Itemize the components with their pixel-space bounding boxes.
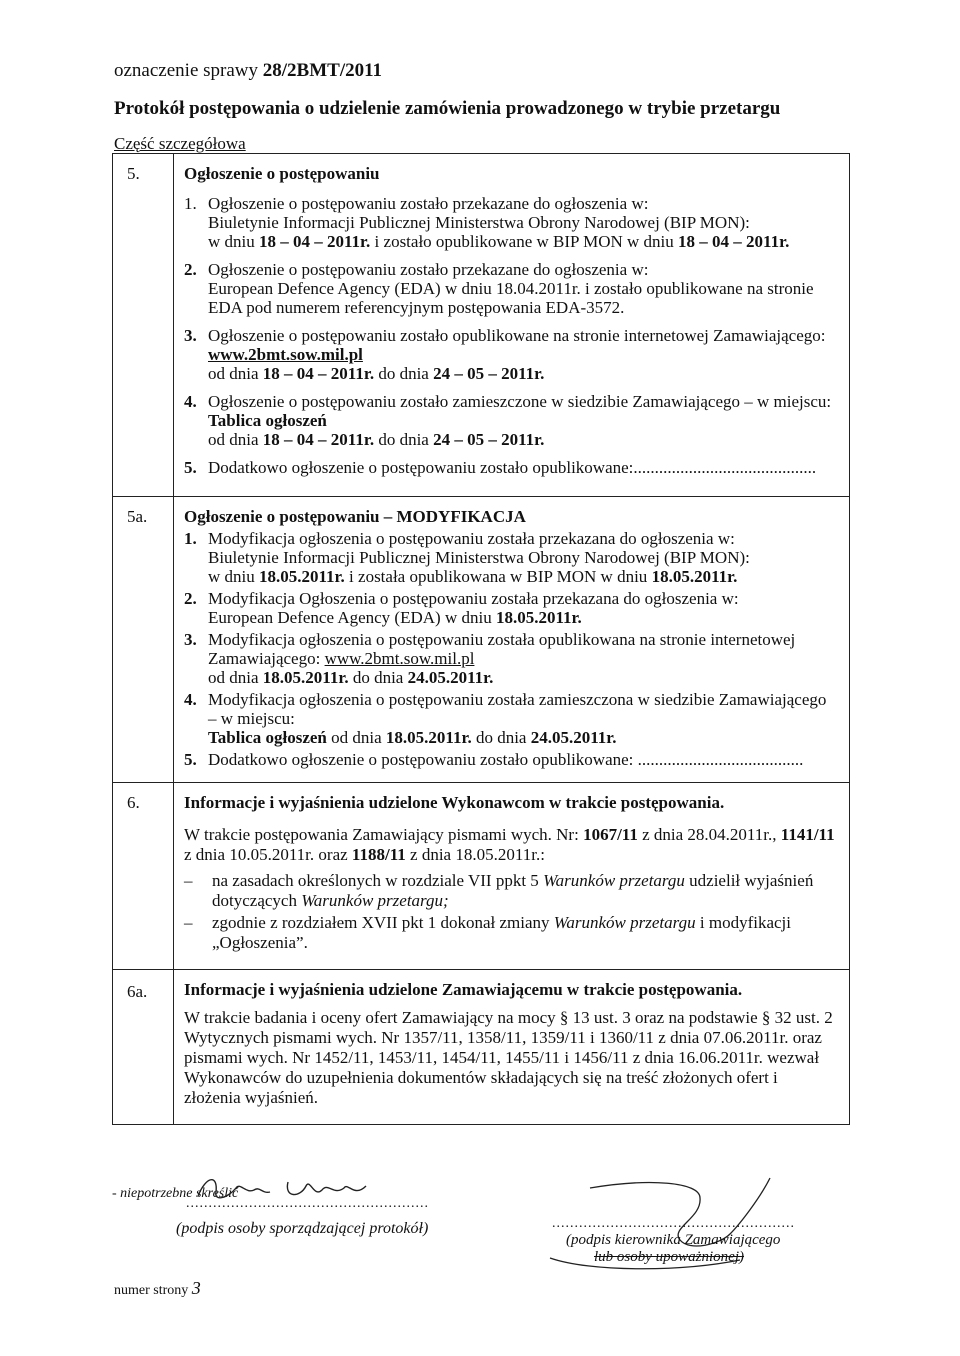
item-text: Modyfikacja ogłoszenia o postępowaniu została przekazana do ogłoszenia w: <box>208 529 735 548</box>
letter-number: 1067/11 <box>583 825 638 844</box>
date: 18.05.2011r. <box>262 668 349 687</box>
item-text: w dniu <box>208 567 259 586</box>
text: lub osoby upoważnionej) <box>594 1249 744 1265</box>
dash: – <box>184 913 193 932</box>
text: z dnia 18.05.2011r.: <box>405 845 545 864</box>
part-title: Część szczegółowa <box>114 134 246 153</box>
section-5a-row <box>113 497 850 783</box>
item-text: Biuletynie Informacji Publicznej Ministerstwa Obrony Narodowej (BIP MON): <box>208 213 750 232</box>
page-number-value: 3 <box>191 1278 201 1298</box>
dash: – <box>184 871 193 890</box>
text: Warunków przetargu <box>543 871 685 890</box>
date: 18.05.2011r. <box>259 567 345 586</box>
list-item <box>184 392 837 449</box>
text: z dnia 10.05.2011r. oraz <box>184 845 352 864</box>
text: Warunków przetargu <box>553 913 696 932</box>
item-text: Ogłoszenie o postępowaniu zostało zamieszczone w siedzibie Zamawiającego – w miejscu: <box>208 392 832 411</box>
signature-label-left: (podpis osoby sporządzającej protokół) <box>176 1220 429 1237</box>
item-text: do dnia <box>348 668 408 687</box>
item-number: 5. <box>184 750 197 769</box>
date: 24 – 05 – 2011r. <box>433 364 545 383</box>
protocol-title: Protokół postępowania o udzielenie zamówienia prowadzonego w trybie przetargu <box>114 98 781 119</box>
list-item <box>184 529 837 586</box>
website-link[interactable]: www.2bmt.sow.mil.pl <box>208 345 363 364</box>
item-number: 2. <box>184 260 197 279</box>
item-text: Ogłoszenie o postępowaniu zostało opublikowane na stronie internetowej Zamawiającego: <box>208 326 826 345</box>
text: i modyfikacji „Ogłoszenia”. <box>212 913 791 952</box>
section-number: 5a. <box>113 497 174 783</box>
text: Warunków przetargu; <box>301 891 449 910</box>
date: 18.05.2011r. <box>651 567 738 586</box>
list-item <box>184 194 837 251</box>
list-item <box>184 589 837 627</box>
item-number: 1. <box>184 194 197 213</box>
paragraph: W trakcie badania i oceny ofert Zamawiający na mocy § 13 ust. 3 oraz na podstawie § 32 ust. 2 Wytycznych pismami wych. Nr 1357/11, 1358/11, 1359/11 i 1360/11 z dnia 07.06.2011r. oraz pismami wych. Nr 1452/11, 1453/11, 1454/11, 1455/11 i 1456/11 z dnia 16.06.2011r. wezwał Wykonawców do uzupełnienia dokumentów składających się na treść złożonych ofert i złożenia wyjaśnień. <box>184 1008 833 1107</box>
item-text: European Defence Agency (EDA) w dniu 18.04.2011r. i zostało opublikowane na stronie EDA pod numerem referencyjnym postępowania EDA-3572. <box>208 279 814 317</box>
item-number: 4. <box>184 690 197 709</box>
signature-line-left: ...................................................... <box>186 1196 429 1211</box>
item-number: 4. <box>184 392 197 411</box>
paragraph <box>184 825 837 865</box>
date: 18 – 04 – 2011r. <box>262 364 375 383</box>
date: 24.05.2011r. <box>407 668 494 687</box>
date: 24.05.2011r. <box>530 728 617 747</box>
item-number: 5. <box>184 458 197 477</box>
item-text: do dnia <box>374 430 434 449</box>
list-item <box>184 871 837 911</box>
item-number: 3. <box>184 326 197 345</box>
date: 18.05.2011r. <box>385 728 472 747</box>
footnote: - niepotrzebne skreślić <box>112 1186 239 1201</box>
item-text: do dnia <box>374 364 434 383</box>
section-title: Informacje i wyjaśnienia udzielone Zamawiającemu w trakcie postępowania. <box>184 980 743 999</box>
protocol-table <box>112 153 850 1125</box>
item-text: Modyfikacja ogłoszenia o postępowaniu została opublikowana na stronie internetowej Zamawiającego: <box>208 630 796 668</box>
text: na zasadach określonych w rozdziale VII ppkt 5 <box>212 871 544 890</box>
date: 18 – 04 – 2011r. <box>262 430 375 449</box>
text: z dnia 28.04.2011r., <box>637 825 781 844</box>
text: udzielił wyjaśnień dotyczących <box>212 871 814 910</box>
item-text: do dnia <box>471 728 531 747</box>
page-number <box>114 1278 201 1299</box>
item-text: od dnia <box>326 728 386 747</box>
date: 24 – 05 – 2011r. <box>433 430 545 449</box>
item-text: Modyfikacja Ogłoszenia o postępowaniu została przekazana do ogłoszenia w: <box>208 589 739 608</box>
item-text: Dodatkowo ogłoszenie o postępowaniu zostało opublikowane: ....................................... <box>208 750 804 769</box>
list-item <box>184 913 837 953</box>
section-6-content <box>174 783 850 970</box>
item-number: 1. <box>184 529 197 548</box>
section-number: 6. <box>113 783 174 970</box>
section-5-content <box>174 154 850 497</box>
list-item <box>184 260 837 317</box>
item-text: od dnia <box>208 364 263 383</box>
item-text: Biuletynie Informacji Publicznej Ministerstwa Obrony Narodowej (BIP MON): <box>208 548 750 567</box>
item-text: Dodatkowo ogłoszenie o postępowaniu zostało opublikowane:........................................... <box>208 458 817 477</box>
text: W trakcie postępowania Zamawiający pismami wych. Nr: <box>184 825 584 844</box>
item-text: Ogłoszenie o postępowaniu zostało przekazane do ogłoszenia w: <box>208 194 649 213</box>
item-number: 2. <box>184 589 197 608</box>
item-text: w dniu <box>208 232 259 251</box>
section-6a-row <box>113 970 850 1125</box>
letter-number: 1141/11 <box>780 825 835 844</box>
section-5a-content <box>174 497 850 783</box>
section-number: 6a. <box>113 970 174 1125</box>
section-5-row <box>113 154 850 497</box>
item-text: European Defence Agency (EDA) w dniu <box>208 608 496 627</box>
item-text: od dnia <box>208 430 263 449</box>
date: 18 – 04 – 2011r. <box>259 232 371 251</box>
section-title: Informacje i wyjaśnienia udzielone Wykonawcom w trakcie postępowania. <box>184 793 725 812</box>
item-text: Ogłoszenie o postępowaniu zostało przekazane do ogłoszenia w: <box>208 260 649 279</box>
section-6-row <box>113 783 850 970</box>
case-label: oznaczenie sprawy <box>114 60 259 81</box>
item-text: i została opublikowana w BIP MON w dniu <box>344 567 652 586</box>
website-link[interactable]: www.2bmt.sow.mil.pl <box>324 649 475 668</box>
case-reference <box>114 60 382 82</box>
date: 18.05.2011r. <box>495 608 582 627</box>
text: zgodnie z rozdziałem XVII pkt 1 dokonał zmiany <box>212 913 554 932</box>
text: (podpis kierownika Zamawiającego <box>566 1232 781 1248</box>
item-number: 3. <box>184 630 197 649</box>
signature-label-right <box>566 1232 780 1266</box>
notice-board: Tablica ogłoszeń <box>208 728 327 747</box>
signature-left-scribble <box>188 1168 398 1208</box>
section-number: 5. <box>113 154 174 497</box>
section-title: Ogłoszenie o postępowaniu – MODYFIKACJA <box>184 507 526 526</box>
list-item <box>184 630 837 687</box>
section-title: Ogłoszenie o postępowaniu <box>184 164 380 183</box>
date: 18 – 04 – 2011r. <box>678 232 790 251</box>
signature-line-right: ...................................................... <box>552 1216 795 1231</box>
item-text: Modyfikacja ogłoszenia o postępowaniu została zamieszczona w siedzibie Zamawiającego – w miejscu: <box>208 690 827 728</box>
letter-number: 1188/11 <box>351 845 406 864</box>
section-6a-content <box>174 970 850 1125</box>
list-item <box>184 326 837 383</box>
list-item <box>184 458 837 477</box>
page-label: numer strony <box>114 1283 189 1298</box>
list-item <box>184 690 837 747</box>
item-text: od dnia <box>208 668 263 687</box>
notice-board: Tablica ogłoszeń <box>208 411 327 430</box>
list-item <box>184 750 837 769</box>
item-text: i zostało opublikowane w BIP MON w dniu <box>370 232 679 251</box>
case-number: 28/2BMT/2011 <box>262 60 383 81</box>
